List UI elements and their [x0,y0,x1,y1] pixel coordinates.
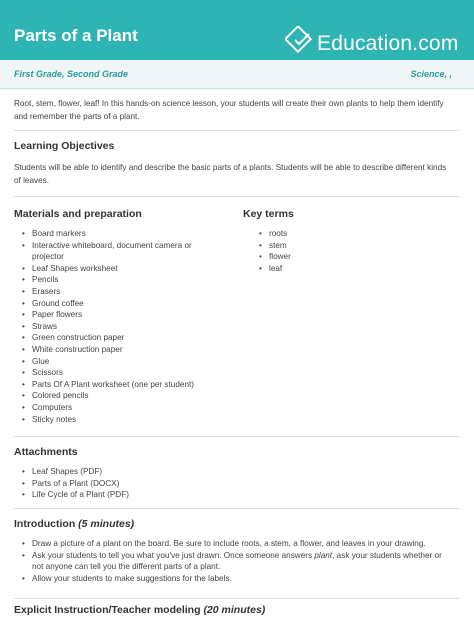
page-title: Parts of a Plant [14,26,138,45]
attachments-list [20,466,320,501]
list-item: • Allow your students to make suggestions for the labels. [20,573,448,585]
grade-bar [0,60,474,89]
list-item: • Scissors [20,367,220,379]
list-item: • leaf [257,263,407,275]
list-item: • White construction paper [20,344,220,356]
list-item: • roots [257,228,407,240]
subject-label: Science, , [410,69,452,79]
divider [14,598,460,599]
attachments-heading: Attachments [14,446,78,458]
list-item: • Colored pencils [20,390,220,402]
learning-objectives-text: Students will be able to identify and describe the basic parts of a plants. Students will be able to describe different kinds of leaves. [14,163,447,185]
list-item: • Pencils [20,274,220,286]
list-item [20,550,448,573]
list-item: • stem [257,240,407,252]
header-bar [0,0,474,60]
list-item: • Paper flowers [20,309,220,321]
list-item: • Sticky notes [20,414,220,426]
explicit-instruction-duration: (20 minutes) [203,604,266,616]
materials-list [20,228,220,425]
divider [14,130,460,131]
attachment-link[interactable]: • Leaf Shapes (PDF) [20,466,320,478]
divider [14,436,460,437]
grade-levels: First Grade, Second Grade [14,69,129,79]
logo-text: Education.com [317,32,459,55]
key-terms-list [257,228,407,274]
list-item: • Draw a picture of a plant on the board. Be sure to include roots, a stem, a flower, and leaves in your drawing. [20,538,448,550]
list-item: • Leaf Shapes worksheet [20,263,220,275]
divider [14,508,460,509]
introduction-list [20,538,448,584]
list-item: • Computers [20,402,220,414]
intro-text: Root, stem, flower, leaf! In this hands-on science lesson, your students will create their own plants to help them identify and remember the parts of a plant. [14,99,444,121]
list-item: • Ground coffee [20,298,220,310]
list-item: • Parts Of A Plant worksheet (one per student) [20,379,220,391]
divider [14,196,460,197]
pencil-box-icon [285,26,315,56]
attachment-link[interactable]: • Life Cycle of a Plant (PDF) [20,489,320,501]
introduction-title: Introduction [14,518,76,530]
list-item: • flower [257,251,407,263]
list-item: • Straws [20,321,220,333]
attachment-link[interactable]: • Parts of a Plant (DOCX) [20,478,320,490]
introduction-heading [14,518,134,530]
explicit-instruction-heading [14,604,265,616]
intro-step-text: , ask your students whether or not anyone can tell you the different parts of a plant. [32,550,442,572]
list-item: • Board markers [20,228,220,240]
list-item: • Glue [20,356,220,368]
intro-step-emphasis: plant [314,550,333,560]
list-item: • Green construction paper [20,332,220,344]
list-item: • Erasers [20,286,220,298]
intro-step-text: Ask your students to tell you what you've just drawn. Once someone answers [32,550,315,560]
list-item: • Interactive whiteboard, document camera or projector [20,240,220,263]
materials-heading: Materials and preparation [14,208,142,220]
key-terms-heading: Key terms [243,208,294,220]
introduction-duration: (5 minutes) [78,518,135,530]
explicit-instruction-title: Explicit Instruction/Teacher modeling [14,604,201,616]
learning-objectives-heading: Learning Objectives [14,140,115,152]
